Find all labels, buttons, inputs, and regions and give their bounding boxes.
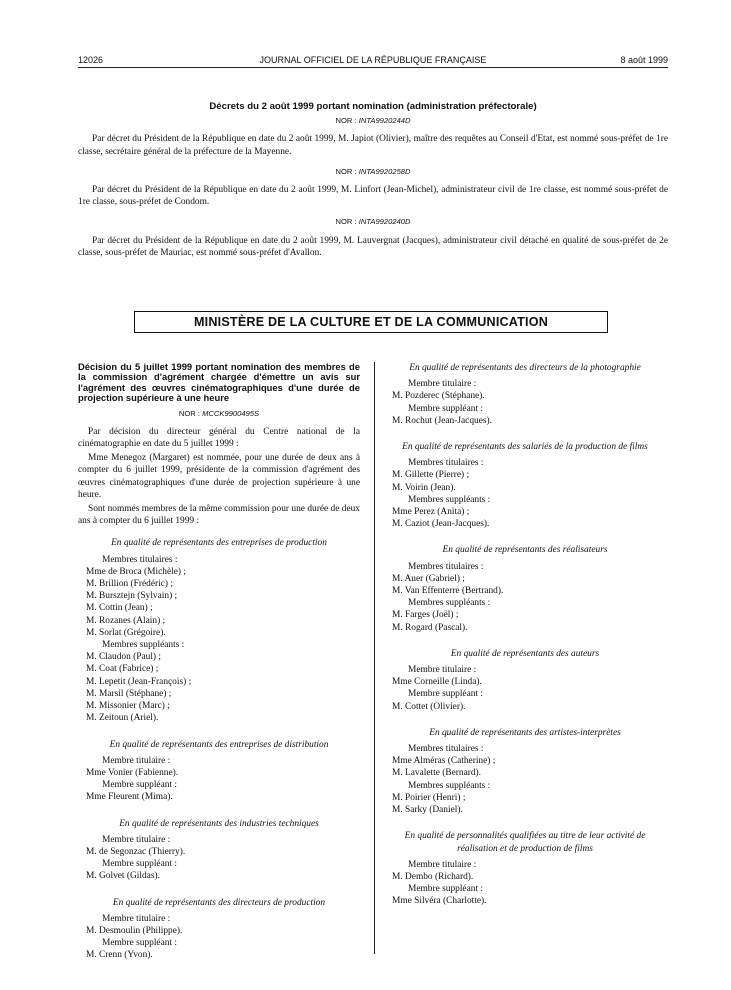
member-name: Mme Corneille (Linda). [392, 677, 482, 688]
member-name: M. Sorlat (Grégoire). [86, 627, 166, 638]
section-title: En qualité de représentants des entreprises de distribution [109, 739, 329, 750]
member-section [384, 544, 666, 633]
substitute-label: Membre suppléant : [408, 689, 483, 700]
titular-label: Membre titulaire : [102, 834, 171, 845]
member-name: M. Pozderec (Stéphane). [392, 391, 485, 402]
section-title: En qualité de représentants des directeurs de la photographie [409, 363, 641, 373]
member-name: Mme Perez (Anita) ; [392, 507, 470, 518]
member-name: M. Rogard (Pascal). [392, 622, 468, 633]
member-name: M. Marsil (Stéphane) ; [86, 688, 172, 699]
member-name: M. Bursztejn (Sylvain) ; [86, 591, 178, 602]
member-section [384, 648, 666, 713]
right-column [384, 362, 666, 922]
member-name: M. Farges (Joël) ; [392, 610, 459, 621]
nor-label: NOR : [335, 217, 357, 227]
nor-code: INTA9920258D [358, 166, 411, 176]
titular-label: Membres titulaires : [408, 744, 484, 755]
member-name: M. de Segonzac (Thierry). [86, 846, 186, 857]
section-title: En qualité de personnalités qualifiées au titre de leur activité de réalisation et de production de films [404, 831, 646, 854]
member-name: M. Brillion (Frédéric) ; [86, 579, 173, 590]
member-section [384, 441, 666, 530]
titular-label: Membres titulaires : [102, 554, 178, 565]
header-rule [78, 67, 668, 68]
titular-label: Membres titulaires : [408, 561, 484, 572]
section-title: En qualité de représentants des réalisateurs [442, 545, 608, 556]
nor-reference [78, 115, 668, 127]
nor-code: INTA9920244D [358, 116, 411, 126]
member-name: M. Lavalette (Bernard). [392, 768, 482, 779]
substitute-label: Membres suppléants : [408, 494, 491, 505]
member-name: M. Rochut (Jean-Jacques). [392, 415, 492, 426]
decrees-title: Décrets du 2 août 1999 portant nomination (administration préfectorale) [209, 101, 537, 112]
member-name: M. Rozanes (Alain) ; [86, 615, 166, 626]
page-number: 12026 [78, 55, 104, 65]
member-name: M. Desmoulin (Philippe). [86, 925, 183, 936]
member-section [384, 830, 666, 907]
member-name: M. Poirier (Henri) ; [392, 792, 466, 803]
substitute-label: Membres suppléants : [102, 640, 185, 651]
journal-title: JOURNAL OFFICIEL DE LA RÉPUBLIQUE FRANÇAISE [259, 55, 487, 65]
titular-label: Membre titulaire : [408, 665, 477, 676]
section-title: En qualité de représentants des entreprises de production [111, 538, 327, 549]
member-section [384, 727, 666, 816]
titular-label: Membre titulaire : [102, 913, 171, 924]
decree-paragraph: Par décret du Président de la République en date du 2 août 1999, M. Linfort (Jean-Michel), administrateur civil de 1re classe, est nommé sous-préfet de 1re classe, sous-préfet de Condom. [78, 185, 668, 208]
member-section [78, 537, 360, 724]
member-section [78, 897, 360, 962]
member-name: Mme de Broca (Michèle) ; [86, 566, 186, 577]
substitute-label: Membre suppléant : [102, 859, 177, 870]
member-name: Mme Silvéra (Charlotte). [392, 896, 487, 907]
member-name: M. Voirin (Jean). [392, 482, 456, 493]
nor-label: NOR : [335, 166, 357, 176]
decree-paragraph: Par décret du Président de la République en date du 2 août 1999, M. Japiot (Olivier), maître des requêtes au Conseil d'Etat, est nommé sous-préfet de 1re classe, secrétaire général de la préfecture de la Mayenne. [78, 134, 668, 157]
member-name: M. Cottin (Jean) ; [86, 603, 153, 614]
decision-paragraph: Par décision du directeur général du Centre national de la cinématographie en date du 5 juillet 1999 : [78, 426, 360, 450]
column-divider [374, 362, 375, 954]
nor-reference [78, 216, 668, 228]
member-name: M. Zeitoun (Ariel). [86, 713, 159, 724]
left-sections [78, 537, 360, 961]
member-name: M. Sarky (Daniel). [392, 805, 463, 816]
substitute-label: Membre suppléant : [408, 884, 483, 895]
publication-date: 8 août 1999 [620, 55, 668, 65]
substitute-label: Membre suppléant : [102, 780, 177, 791]
nor-reference [78, 166, 668, 178]
section-title: En qualité de représentants des directeurs de production [112, 897, 326, 908]
section-title: En qualité de représentants des industries techniques [119, 818, 319, 829]
decree-paragraph: Par décret du Président de la République en date du 2 août 1999, M. Lauvergnat (Jacques), administrateur civil détaché en qualité de sous-préfet de 2e classe, sous-préfet de Mauriac, est nommé sous-préfet d'Avallon. [78, 235, 668, 258]
member-name: Mme Alméras (Catherine) ; [392, 756, 496, 767]
member-name: M. Claudon (Paul) ; [86, 652, 161, 663]
titular-label: Membre titulaire : [408, 379, 477, 390]
titular-label: Membres titulaires : [408, 458, 484, 469]
decision-title: Décision du 5 juillet 1999 portant nomination des membres de la commission d'agrément chargée d'émettre un avis sur l'agrément des œuvres cinématographiques d'une durée de projection supérieure à une heure [78, 361, 360, 404]
titular-label: Membre titulaire : [408, 859, 477, 870]
section-title: En qualité de représentants des auteurs [450, 648, 600, 659]
member-name: M. Cottet (Olivier). [392, 701, 466, 712]
substitute-label: Membre suppléant : [408, 403, 483, 414]
nor-code: MCCK9900495S [202, 408, 260, 418]
member-name: M. Auer (Gabriel) ; [392, 573, 465, 584]
ministry-heading: MINISTÈRE DE LA CULTURE ET DE LA COMMUNICATION [134, 311, 608, 333]
member-name: M. Coat (Fabrice) ; [86, 664, 159, 675]
substitute-label: Membres suppléants : [408, 780, 491, 791]
member-name: M. Caziot (Jean-Jacques). [392, 519, 490, 530]
titular-label: Membre titulaire : [102, 755, 171, 766]
section-title: En qualité de représentants des salariés de la production de films [402, 442, 648, 453]
nor-label: NOR : [335, 116, 357, 126]
member-name: Mme Fleurent (Mima). [86, 792, 173, 803]
substitute-label: Membre suppléant : [102, 938, 177, 949]
nor-code: INTA9920240D [358, 217, 411, 227]
member-name: M. Dembo (Richard). [392, 871, 474, 882]
nor-reference [78, 408, 360, 420]
member-name: M. Crenn (Yvon). [86, 950, 153, 961]
member-section [384, 362, 666, 427]
member-section [78, 818, 360, 883]
member-section [78, 739, 360, 804]
member-name: M. Golvet (Gildas). [86, 871, 160, 882]
section-title: En qualité de représentants des artistes-interprètes [429, 727, 621, 738]
member-name: Mme Vonier (Fabienne). [86, 767, 179, 778]
decrees-section [78, 101, 668, 267]
page-header [78, 54, 668, 68]
member-name: M. Missonier (Marc) ; [86, 701, 170, 712]
member-name: M. Gillette (Pierre) ; [392, 470, 470, 481]
member-name: M. Lepetit (Jean-François) ; [86, 676, 192, 687]
left-column [78, 362, 360, 976]
substitute-label: Membres suppléants : [408, 598, 491, 609]
nor-label: NOR : [178, 408, 200, 418]
member-name: M. Van Effenterre (Bertrand). [392, 586, 504, 597]
decision-paragraph: Sont nommés membres de la même commission pour une durée de deux ans à compter du 6 juillet 1999 : [78, 504, 360, 527]
right-sections [384, 362, 666, 908]
decision-paragraph: Mme Menegoz (Margaret) est nommée, pour une durée de deux ans à compter du 6 juillet 1999, présidente de la commission d'agrément des œuvres cinématographiques d'une durée de projection supérieure à une heure. [78, 453, 360, 500]
